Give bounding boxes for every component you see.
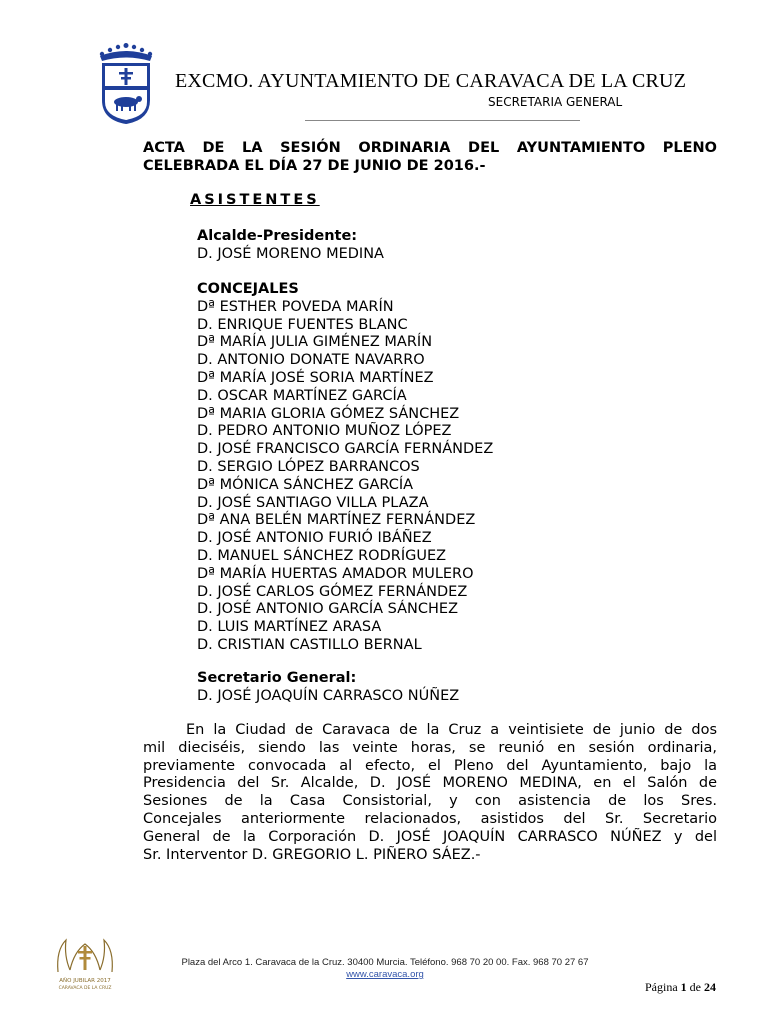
organization-title: EXCMO. AYUNTAMIENTO DE CARAVACA DE LA CRUZ <box>175 70 687 92</box>
paragraph-line: General de la Corporación D. JOSÉ JOAQUÍN CARRASCO NÚÑEZ y del <box>143 828 717 845</box>
councillor-name: Dª ANA BELÉN MARTÍNEZ FERNÁNDEZ <box>197 512 476 529</box>
paragraph-line: previamente convocada al efecto, el Pleno del Ayuntamiento, bajo la <box>143 757 717 774</box>
attendees-heading: ASISTENTES <box>190 192 320 208</box>
minutes-paragraph <box>143 722 717 864</box>
paragraph-line: Sesiones de la Casa Consistorial, y con asistencia de los Sres. <box>143 793 717 810</box>
footer-website-link[interactable]: www.caravaca.org <box>346 969 424 980</box>
document-title <box>143 139 717 175</box>
councillor-name: D. PEDRO ANTONIO MUÑOZ LÓPEZ <box>197 423 452 440</box>
paragraph-line: mil dieciséis, siendo las veinte horas, se reunió en sesión ordinaria, <box>143 739 717 756</box>
jubilee-logo-line-2: CARAVACA DE LA CRUZ <box>58 986 112 991</box>
department-subtitle: SECRETARIA GENERAL <box>488 95 623 109</box>
paragraph-line: Sr. Interventor D. GREGORIO L. PIÑERO SÁEZ.- <box>143 846 481 863</box>
councillor-name: Dª ESTHER POVEDA MARÍN <box>197 298 394 315</box>
councillor-name: Dª MARÍA JOSÉ SORIA MARTÍNEZ <box>197 369 434 386</box>
councillor-name: D. ANTONIO DONATE NAVARRO <box>197 352 425 369</box>
jubilee-logo-line-1: AÑO JUBILAR 2017 <box>59 978 111 984</box>
councillor-name: D. MANUEL SÁNCHEZ RODRÍGUEZ <box>197 547 447 564</box>
page-current: 1 <box>680 980 687 994</box>
councillor-name: D. JOSÉ ANTONIO GARCÍA SÁNCHEZ <box>197 601 459 618</box>
secretary-label: Secretario General: <box>197 670 357 686</box>
mayor-label: Alcalde-Presidente: <box>197 228 358 244</box>
header-divider <box>305 120 580 121</box>
councillor-name: D. LUIS MARTÍNEZ ARASA <box>197 619 382 636</box>
mayor-name: D. JOSÉ MORENO MEDINA <box>197 245 384 262</box>
paragraph-line: Concejales anteriormente relacionados, asistidos del Sr. Secretario <box>143 810 717 827</box>
paragraph-line: Presidencia del Sr. Alcalde, D. JOSÉ MORENO MEDINA, en el Salón de <box>143 775 717 792</box>
councillor-name: Dª MARIA GLORIA GÓMEZ SÁNCHEZ <box>197 405 460 422</box>
paragraph-line: En la Ciudad de Caravaca de la Cruz a veintisiete de junio de dos <box>186 722 717 738</box>
councillor-name: Dª MÓNICA SÁNCHEZ GARCÍA <box>197 476 414 493</box>
councillor-name: Dª MARÍA HUERTAS AMADOR MULERO <box>197 565 474 582</box>
councillor-name: D. CRISTIAN CASTILLO BERNAL <box>197 636 422 653</box>
document-title-line-1: ACTA DE LA SESIÓN ORDINARIA DEL AYUNTAMIENTO PLENO <box>143 140 717 156</box>
councillors-label: CONCEJALES <box>197 281 299 297</box>
secretary-name: D. JOSÉ JOAQUÍN CARRASCO NÚÑEZ <box>197 687 460 704</box>
councillors-section <box>197 281 493 655</box>
councillor-name: Dª MARÍA JULIA GIMÉNEZ MARÍN <box>197 334 433 351</box>
councillor-name: D. SERGIO LÓPEZ BARRANCOS <box>197 458 420 475</box>
page-number <box>645 980 716 995</box>
mayor-section <box>197 228 384 264</box>
councillor-name: D. JOSÉ FRANCISCO GARCÍA FERNÁNDEZ <box>197 441 494 458</box>
page-label: Página <box>645 980 678 994</box>
page-of: de <box>689 980 701 994</box>
footer-address: Plaza del Arco 1. Caravaca de la Cruz. 30400 Murcia. Teléfono. 968 70 20 00. Fax. 968 70 27 67 <box>181 957 589 968</box>
councillor-name: D. JOSÉ ANTONIO FURIÓ IBÁÑEZ <box>197 530 432 547</box>
page-total: 24 <box>704 980 716 994</box>
secretary-section <box>197 670 459 706</box>
city-crest-logo <box>96 42 156 126</box>
councillor-name: D. ENRIQUE FUENTES BLANC <box>197 316 408 333</box>
councillor-name: D. OSCAR MARTÍNEZ GARCÍA <box>197 387 407 404</box>
councillor-name: D. JOSÉ SANTIAGO VILLA PLAZA <box>197 494 429 511</box>
document-title-line-2: CELEBRADA EL DÍA 27 DE JUNIO DE 2016.- <box>143 158 486 174</box>
councillor-name: D. JOSÉ CARLOS GÓMEZ FERNÁNDEZ <box>197 583 468 600</box>
